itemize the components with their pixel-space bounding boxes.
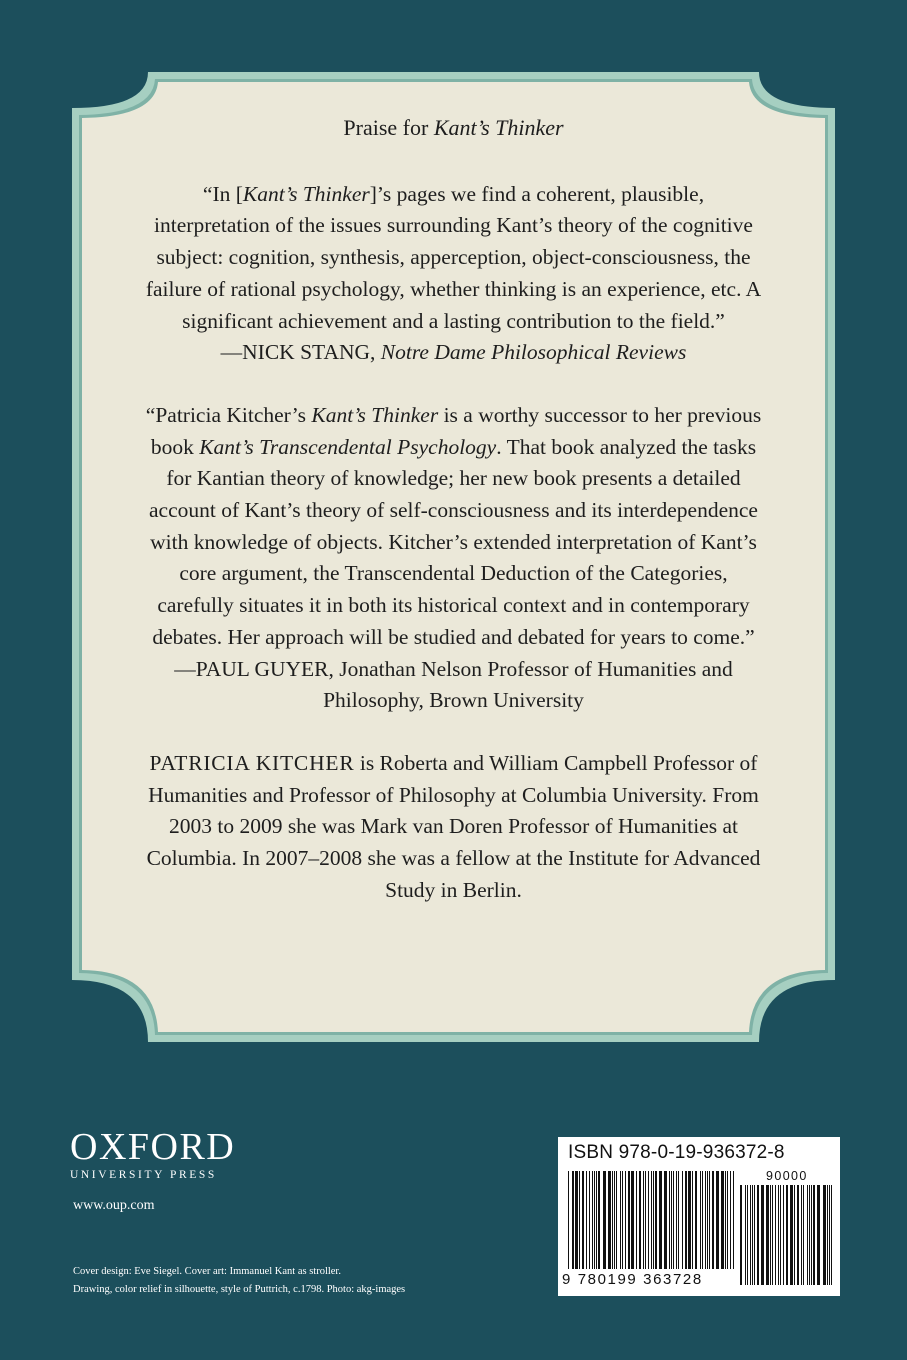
barcode-bar bbox=[572, 1171, 574, 1269]
barcode-box bbox=[558, 1137, 840, 1296]
barcode-bar bbox=[727, 1171, 728, 1269]
barcode-bar bbox=[614, 1171, 615, 1269]
barcode-bar bbox=[688, 1171, 691, 1269]
barcode-bar bbox=[659, 1171, 662, 1269]
credits-line: Cover design: Eve Siegel. Cover art: Immanuel Kant as stroller. bbox=[73, 1266, 341, 1277]
panel-text bbox=[145, 112, 762, 906]
barcode-bar bbox=[725, 1171, 726, 1269]
barcode-bar bbox=[612, 1171, 613, 1269]
barcode-bar bbox=[754, 1185, 755, 1285]
barcode-bar bbox=[778, 1185, 779, 1285]
barcode-bar bbox=[747, 1185, 748, 1285]
barcode-bar bbox=[709, 1171, 710, 1269]
barcode-bar bbox=[676, 1171, 677, 1269]
barcode-bar bbox=[761, 1185, 764, 1285]
praise-heading: Praise for Kant’s Thinker bbox=[343, 115, 564, 140]
barcode-bar bbox=[682, 1171, 683, 1269]
barcode-bar bbox=[803, 1185, 804, 1285]
barcode-bar bbox=[669, 1171, 670, 1269]
barcode-number: 9 780199 363728 bbox=[562, 1271, 703, 1288]
barcode-bar bbox=[716, 1171, 719, 1269]
barcode-bar bbox=[809, 1185, 810, 1285]
barcode-bar bbox=[692, 1171, 693, 1269]
barcode-bar bbox=[673, 1171, 674, 1269]
barcode-bar bbox=[786, 1185, 788, 1285]
barcode-bar bbox=[752, 1185, 753, 1285]
publisher-press: UNIVERSITY PRESS bbox=[70, 1169, 217, 1181]
barcode-bar bbox=[827, 1185, 828, 1285]
barcode-bar bbox=[740, 1185, 742, 1285]
author-bio: PATRICIA KITCHER is Roberta and William Campbell Professor of Humanities and Professor of Philosophy at Columbia University. From 2003 to 2009 she was Mark van Doren Professor of Humanities at Columbia. In 2007–2008 she was a fellow at the Institute for Advanced Study in Berlin. bbox=[146, 750, 761, 902]
barcode-bar bbox=[780, 1185, 781, 1285]
quote-attribution: —NICK STANG, Notre Dame Philosophical Reviews bbox=[220, 340, 687, 365]
barcode-bar bbox=[653, 1171, 654, 1269]
barcode-bar bbox=[568, 1171, 569, 1269]
barcode-bar bbox=[575, 1171, 578, 1269]
barcode-bar bbox=[766, 1185, 769, 1285]
barcode-bar bbox=[775, 1185, 776, 1285]
barcode-bar bbox=[745, 1185, 746, 1285]
barcode-bar bbox=[651, 1171, 652, 1269]
quote-guyer: “Patricia Kitcher’s Kant’s Thinker is a worthy successor to her previous book Kant’s Transcendental Psychology. That book analyzed the tasks for Kantian theory of knowledge; her new book presents a detailed account of Kant’s theory of self-consciousness and its interdependence with knowledge of objects. Kitcher’s extended interpretation of Kant’s core argument, the Transcendental Deduction of the Categories, carefully situates it in both its historical context and in contemporary debates. Her approach will be studied and debated for years to come.” —PAUL GUYER, Jonathan Nelson Professor of Humanities and Philosophy, Brown University bbox=[145, 400, 762, 717]
isbn-label: ISBN 978-0-19-936372-8 bbox=[568, 1142, 785, 1163]
barcode-bar bbox=[589, 1171, 590, 1269]
barcode-bar bbox=[807, 1185, 808, 1285]
barcode-bar bbox=[707, 1171, 708, 1269]
barcode-bar bbox=[628, 1171, 630, 1269]
barcode-bar bbox=[620, 1171, 621, 1269]
barcode-bar bbox=[598, 1171, 600, 1269]
barcode-bar bbox=[730, 1171, 731, 1269]
barcode-bar bbox=[695, 1171, 697, 1269]
barcode-bar bbox=[813, 1185, 815, 1285]
barcode-bar bbox=[794, 1185, 795, 1285]
barcode-bar bbox=[579, 1171, 580, 1269]
price-code: 90000 bbox=[766, 1169, 808, 1183]
oxford-logo bbox=[70, 1128, 235, 1181]
barcode-bar bbox=[797, 1185, 799, 1285]
cover-credits bbox=[73, 1263, 405, 1298]
barcode-bar bbox=[616, 1171, 617, 1269]
barcode-bar bbox=[586, 1171, 587, 1269]
publisher-name: OXFORD bbox=[70, 1126, 236, 1168]
barcode-bar bbox=[702, 1171, 703, 1269]
barcode-bar bbox=[608, 1171, 611, 1269]
barcode-bar bbox=[648, 1171, 649, 1269]
barcode-bar bbox=[643, 1171, 644, 1269]
barcode-bar bbox=[603, 1171, 606, 1269]
barcode-bar bbox=[801, 1185, 802, 1285]
barcode-bar bbox=[823, 1185, 826, 1285]
barcode-bar bbox=[678, 1171, 679, 1269]
barcode-bar bbox=[631, 1171, 634, 1269]
barcode-bar bbox=[636, 1171, 637, 1269]
barcode-bar bbox=[671, 1171, 672, 1269]
barcode-bar bbox=[831, 1185, 832, 1285]
barcode-bar bbox=[700, 1171, 701, 1269]
barcode-bar bbox=[770, 1185, 771, 1285]
barcode-bar bbox=[582, 1171, 584, 1269]
barcode-bar bbox=[685, 1171, 687, 1269]
publisher-url: www.oup.com bbox=[73, 1198, 155, 1213]
barcode-bar bbox=[817, 1185, 820, 1285]
barcode-bar bbox=[645, 1171, 646, 1269]
barcode-bar bbox=[829, 1185, 830, 1285]
barcode-bar bbox=[594, 1171, 595, 1269]
quote-attribution: —PAUL GUYER, Jonathan Nelson Professor of Humanities and Philosophy, Brown University bbox=[174, 656, 733, 713]
barcode-bar bbox=[790, 1185, 793, 1285]
quote-stang: “In [Kant’s Thinker]’s pages we find a coherent, plausible, interpretation of the issues surrounding Kant’s theory of the cognitive subject: cognition, synthesis, apperception, object-consciousness, the failure of rational psychology, whether thinking is an experience, etc. A significant achievement and a lasting contribution to the field.” —NICK STANG, Notre Dame Philosophical Reviews bbox=[145, 179, 762, 369]
barcode-bar bbox=[622, 1171, 623, 1269]
barcode-bar bbox=[664, 1171, 667, 1269]
barcode-bar bbox=[772, 1185, 773, 1285]
barcode-bar bbox=[757, 1185, 759, 1285]
barcode-bar bbox=[592, 1171, 593, 1269]
barcode-bar bbox=[639, 1171, 641, 1269]
barcode-bar bbox=[811, 1185, 812, 1285]
barcode-bar bbox=[733, 1171, 734, 1269]
barcode-bar bbox=[783, 1185, 784, 1285]
barcode-bar bbox=[625, 1171, 626, 1269]
credits-line: Drawing, color relief in silhouette, style of Puttrich, c.1798. Photo: akg-images bbox=[73, 1283, 406, 1295]
barcode-bar bbox=[750, 1185, 751, 1285]
barcode-bar bbox=[596, 1171, 597, 1269]
barcode-bar bbox=[712, 1171, 714, 1269]
barcode-bar bbox=[721, 1171, 724, 1269]
barcode-bar bbox=[705, 1171, 706, 1269]
barcode-bar bbox=[655, 1171, 657, 1269]
